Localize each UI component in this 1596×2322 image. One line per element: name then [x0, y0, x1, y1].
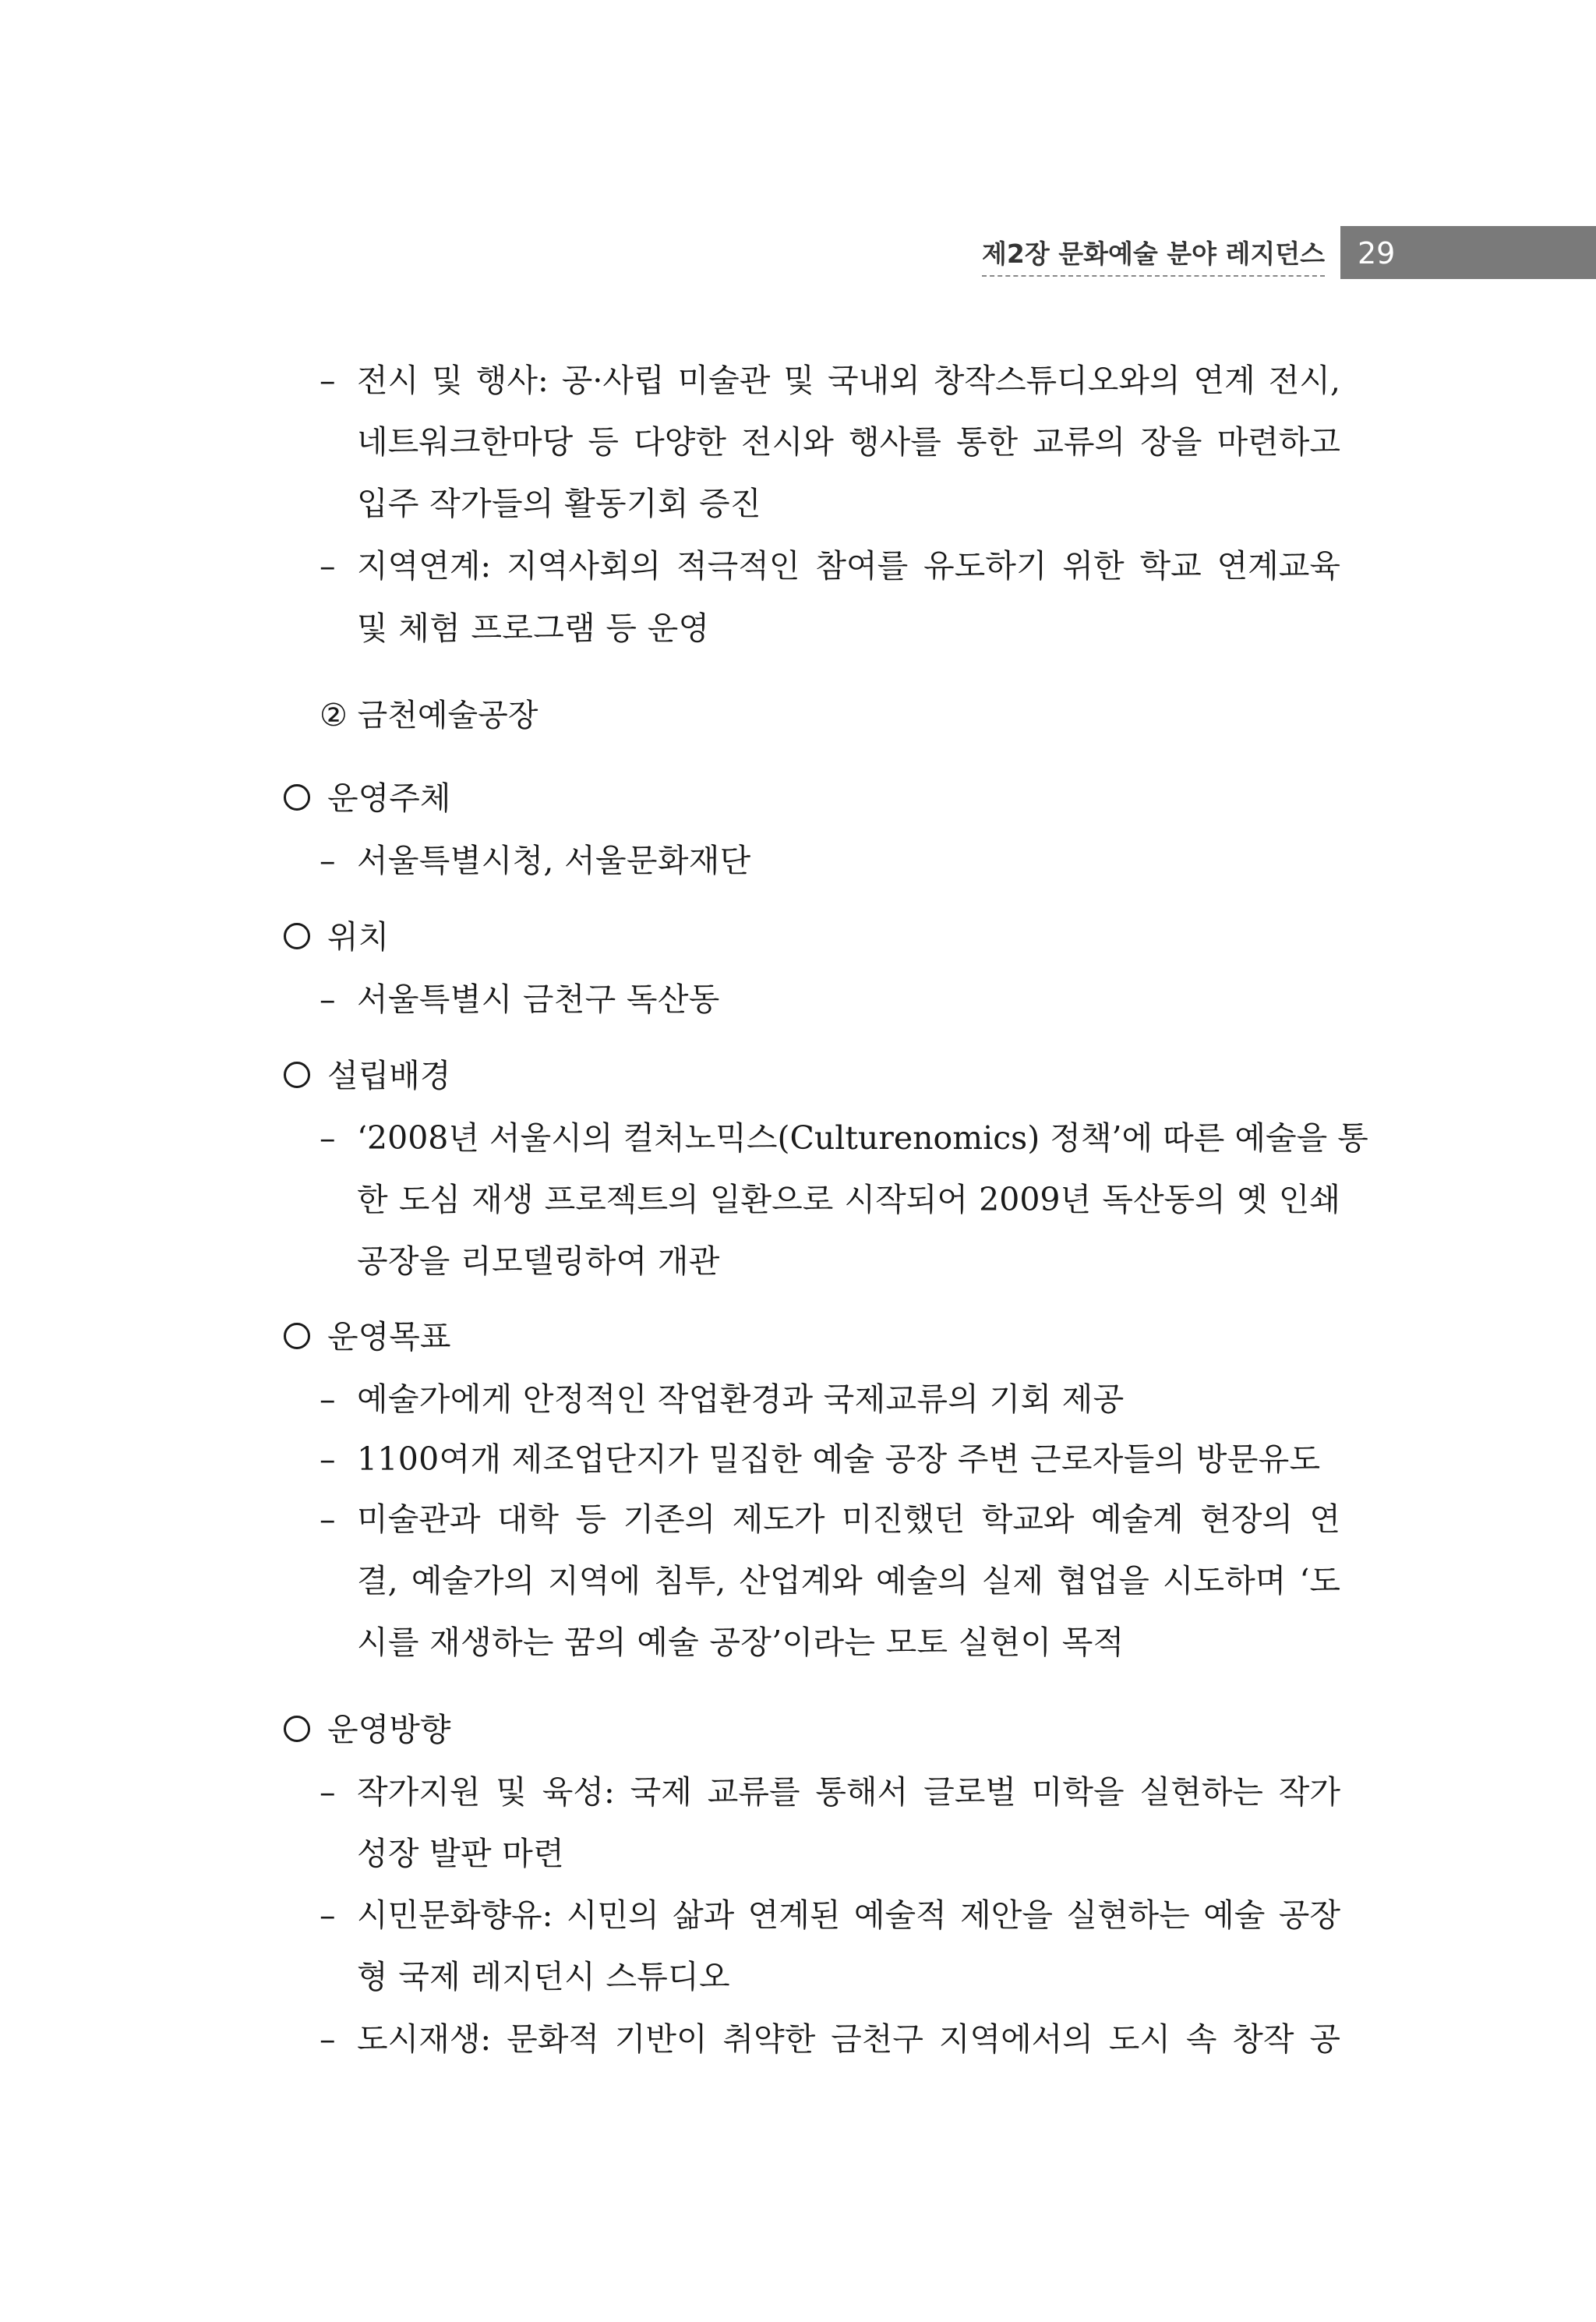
text-line: 시를 재생하는 꿈의 예술 공장’이라는 모토 실현이 목적 [357, 1624, 1125, 1661]
section-title-text: 운영목표 [327, 1318, 451, 1355]
page-number-box [1340, 226, 1596, 279]
text-line: 형 국제 레지던시 스튜디오 [357, 1958, 730, 1995]
text-line: 성장 발판 마련 [357, 1835, 565, 1872]
text-line: 서울특별시청, 서울문화재단 [357, 842, 751, 879]
text-line: ‘2008년 서울시의 컬처노믹스(Culturenomics) 정책’에 따른 예술을 통 [357, 1119, 1368, 1157]
section-title [281, 778, 450, 818]
circle-bullet-icon [284, 784, 310, 811]
dash-bullet: – [320, 981, 336, 1018]
text-line: 지역연계: 지역사회의 적극적인 참여를 유도하기 위한 학교 연계교육 [357, 547, 1340, 585]
text-line: 전시 및 행사: 공·사립 미술관 및 국내외 창작스튜디오와의 연계 전시, [357, 362, 1340, 399]
circle-bullet-icon [284, 1716, 310, 1742]
subheading: ② 금천예술공장 [320, 698, 538, 733]
dash-bullet: – [320, 362, 336, 399]
text-line: 작가지원 및 육성: 국제 교류를 통해서 글로벌 미학을 실현하는 작가 [357, 1773, 1340, 1811]
text-line: 한 도심 재생 프로젝트의 일환으로 시작되어 2009년 독산동의 옛 인쇄 [357, 1181, 1340, 1218]
chapter-title: 제2장 문화예술 분야 레지던스 [982, 234, 1325, 277]
text-line: 시민문화향유: 시민의 삶과 연계된 예술적 제안을 실현하는 예술 공장 [357, 1896, 1340, 1934]
text-line: 공장을 리모델링하여 개관 [357, 1242, 720, 1280]
page-number: 29 [1358, 236, 1396, 270]
page-header [920, 226, 1596, 279]
text-line: 입주 작가들의 활동기회 증진 [357, 485, 761, 522]
text-line: 서울특별시 금천구 독산동 [357, 981, 720, 1018]
dash-bullet: – [320, 1896, 336, 1934]
section-title-text: 운영방향 [327, 1711, 451, 1748]
section-title-text: 운영주체 [327, 779, 451, 817]
text-line: 네트워크한마당 등 다양한 전시와 행사를 통한 교류의 장을 마련하고 [357, 423, 1340, 461]
text-line: 예술가에게 안정적인 작업환경과 국제교류의 기회 제공 [357, 1380, 1125, 1418]
section-title [281, 917, 389, 957]
text-line: 및 체험 프로그램 등 운영 [357, 610, 710, 647]
dash-bullet: – [320, 1380, 336, 1418]
text-line: 미술관과 대학 등 기존의 제도가 미진했던 학교와 예술계 현장의 연 [357, 1500, 1340, 1538]
text-line: 결, 예술가의 지역에 침투, 산업계와 예술의 실제 협업을 시도하며 ‘도 [357, 1562, 1340, 1599]
circle-bullet-icon [284, 1323, 310, 1349]
circle-bullet-icon [284, 923, 310, 949]
dash-bullet: – [320, 1440, 336, 1478]
circle-bullet-icon [284, 1062, 310, 1088]
dash-bullet: – [320, 1119, 336, 1157]
dash-bullet: – [320, 1500, 336, 1538]
dash-bullet: – [320, 1773, 336, 1811]
section-title [281, 1317, 450, 1357]
dash-bullet: – [320, 2020, 336, 2058]
dash-bullet: – [320, 842, 336, 879]
section-title [281, 1709, 450, 1750]
section-title-text: 위치 [327, 918, 390, 956]
section-title [281, 1055, 450, 1096]
text-line: 1100여개 제조업단지가 밀집한 예술 공장 주변 근로자들의 방문유도 [357, 1440, 1321, 1478]
dash-bullet: – [320, 547, 336, 585]
text-line: 도시재생: 문화적 기반이 취약한 금천구 지역에서의 도시 속 창작 공 [357, 2020, 1340, 2058]
section-title-text: 설립배경 [327, 1057, 451, 1094]
